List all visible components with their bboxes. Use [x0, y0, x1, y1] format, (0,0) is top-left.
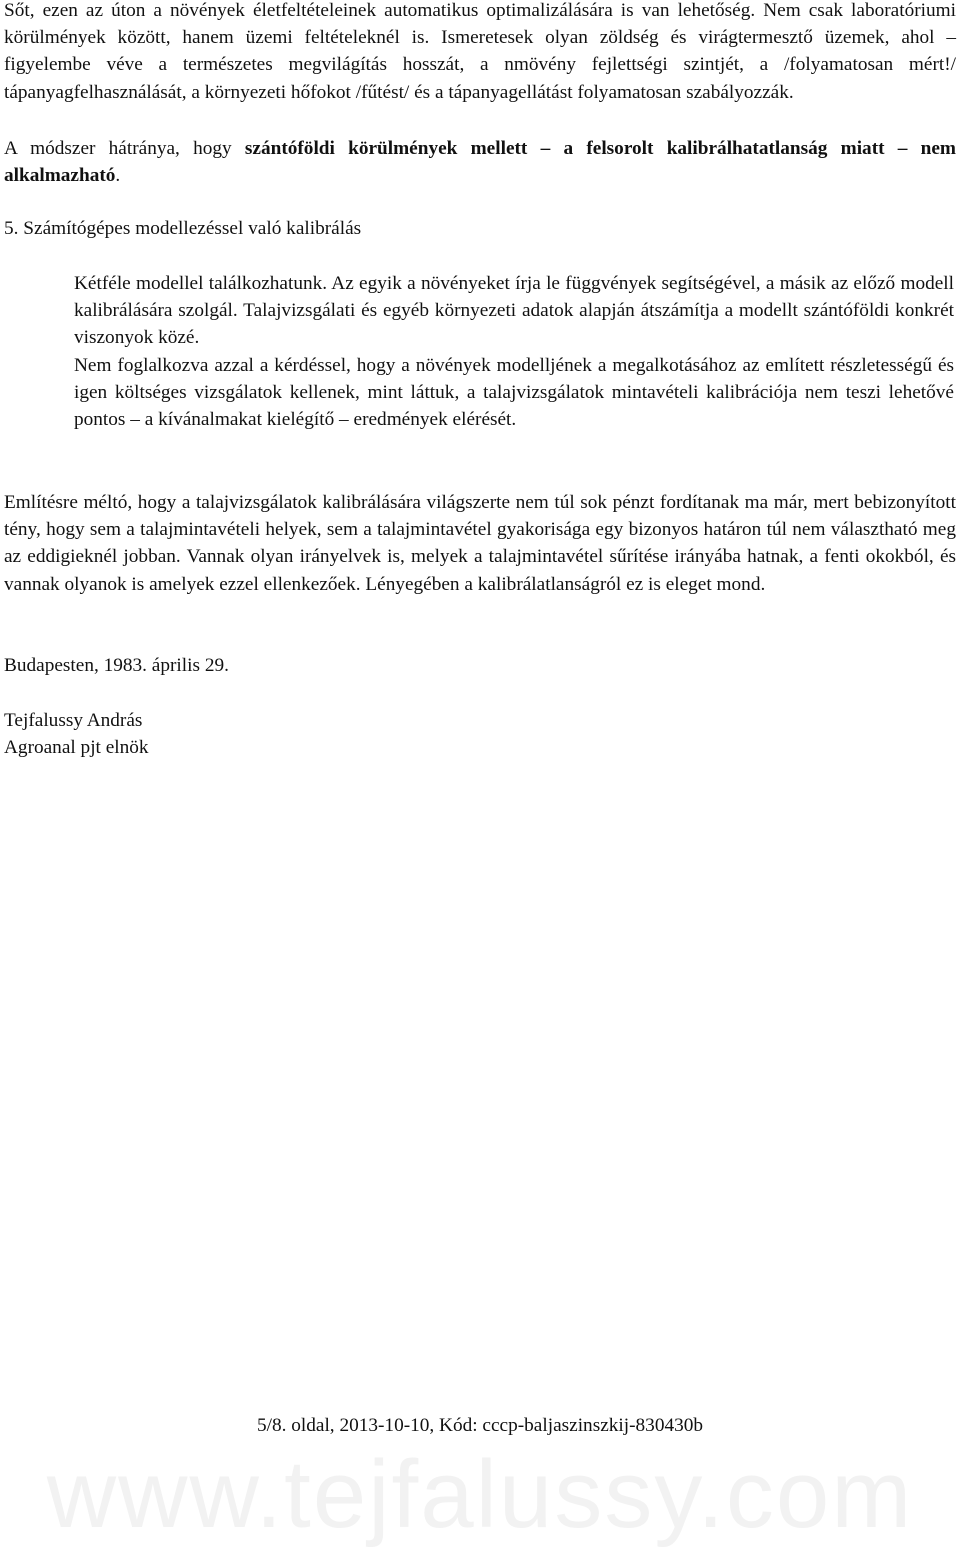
drawback-text: A módszer hátránya, hogy [4, 138, 245, 159]
indented-block [74, 270, 954, 433]
place-date: Budapesten, 1983. április 29. [4, 655, 229, 676]
drawback-emphasis: szántóföldi körülmények mellett – a felsorolt kalibrálhatatlanság miatt – nem alkalmazható [4, 138, 956, 187]
intro-paragraph: Sőt, ezen az úton a növények életfeltételeinek automatikus optimalizálására is van lehetőség. Nem csak laboratóriumi körülmények között, hanem üzemi feltételeknél is. Ismeretesek olyan zöldség és virágtermesztő üzemek, ahol – figyelembe véve a természetes megvilágítás hosszát, a nmövény fejlettségi szintjét, a /folyamatosan mért!/ tápanyagfelhasználását, a környezeti hőfokot /fűtést/ és a tápanyagellátást folyamatosan szabályozzák. [4, 0, 956, 103]
section-heading: 5. Számítógépes modellezéssel való kalibrálás [4, 218, 362, 239]
drawback-end: . [115, 165, 121, 187]
signature-name: Tejfalussy András [4, 710, 143, 731]
models-paragraph: Kétféle modellel találkozhatunk. Az egyik a növényeket írja le függvények segítségével, a másik az előző modell kalibrálására szolgál. Talajvizsgálati és egyéb környezeti adatok alapján átszámítja a modellt szántóföldi konkrét viszonyok közé. [74, 273, 954, 349]
calibration-note-paragraph: Említésre méltó, hogy a talajvizsgálatok kalibrálására világszerte nem túl sok pénzt fordítanak ma már, mert bebizonyított tény, hogy sem a talajmintavételi helyek, sem a talajmintavétel gyakorisága egy bizonyos határon túl nem választható meg az eddigieknél jobban. Vannak olyan irányelvek is, melyek a talajmintavétel sűrítése irányába hatnak, a fenti okokból, és vannak olyanok is amelyek ezzel ellenkezőek. Lényegében a kalibrálatlanságról ez is eleget mond. [4, 492, 956, 595]
signature-title: Agroanal pjt elnök [4, 737, 149, 758]
page-footer: 5/8. oldal, 2013-10-10, Kód: cccp-baljaszinszkij-830430b [256, 1415, 704, 1436]
drawback-paragraph [4, 135, 956, 189]
modeling-critique-paragraph: Nem foglalkozva azzal a kérdéssel, hogy a növények modelljének a megalkotásához az említett részletességű és igen költséges vizsgálatok kellenek, mint láttuk, a talajvizsgálatok mintavételi kalibrációja nem teszi lehetővé pontos – a kívánalmakat kielégítő – eredmények elérését. [74, 354, 954, 431]
watermark: www.tejfalussy.com [46, 1441, 914, 1548]
